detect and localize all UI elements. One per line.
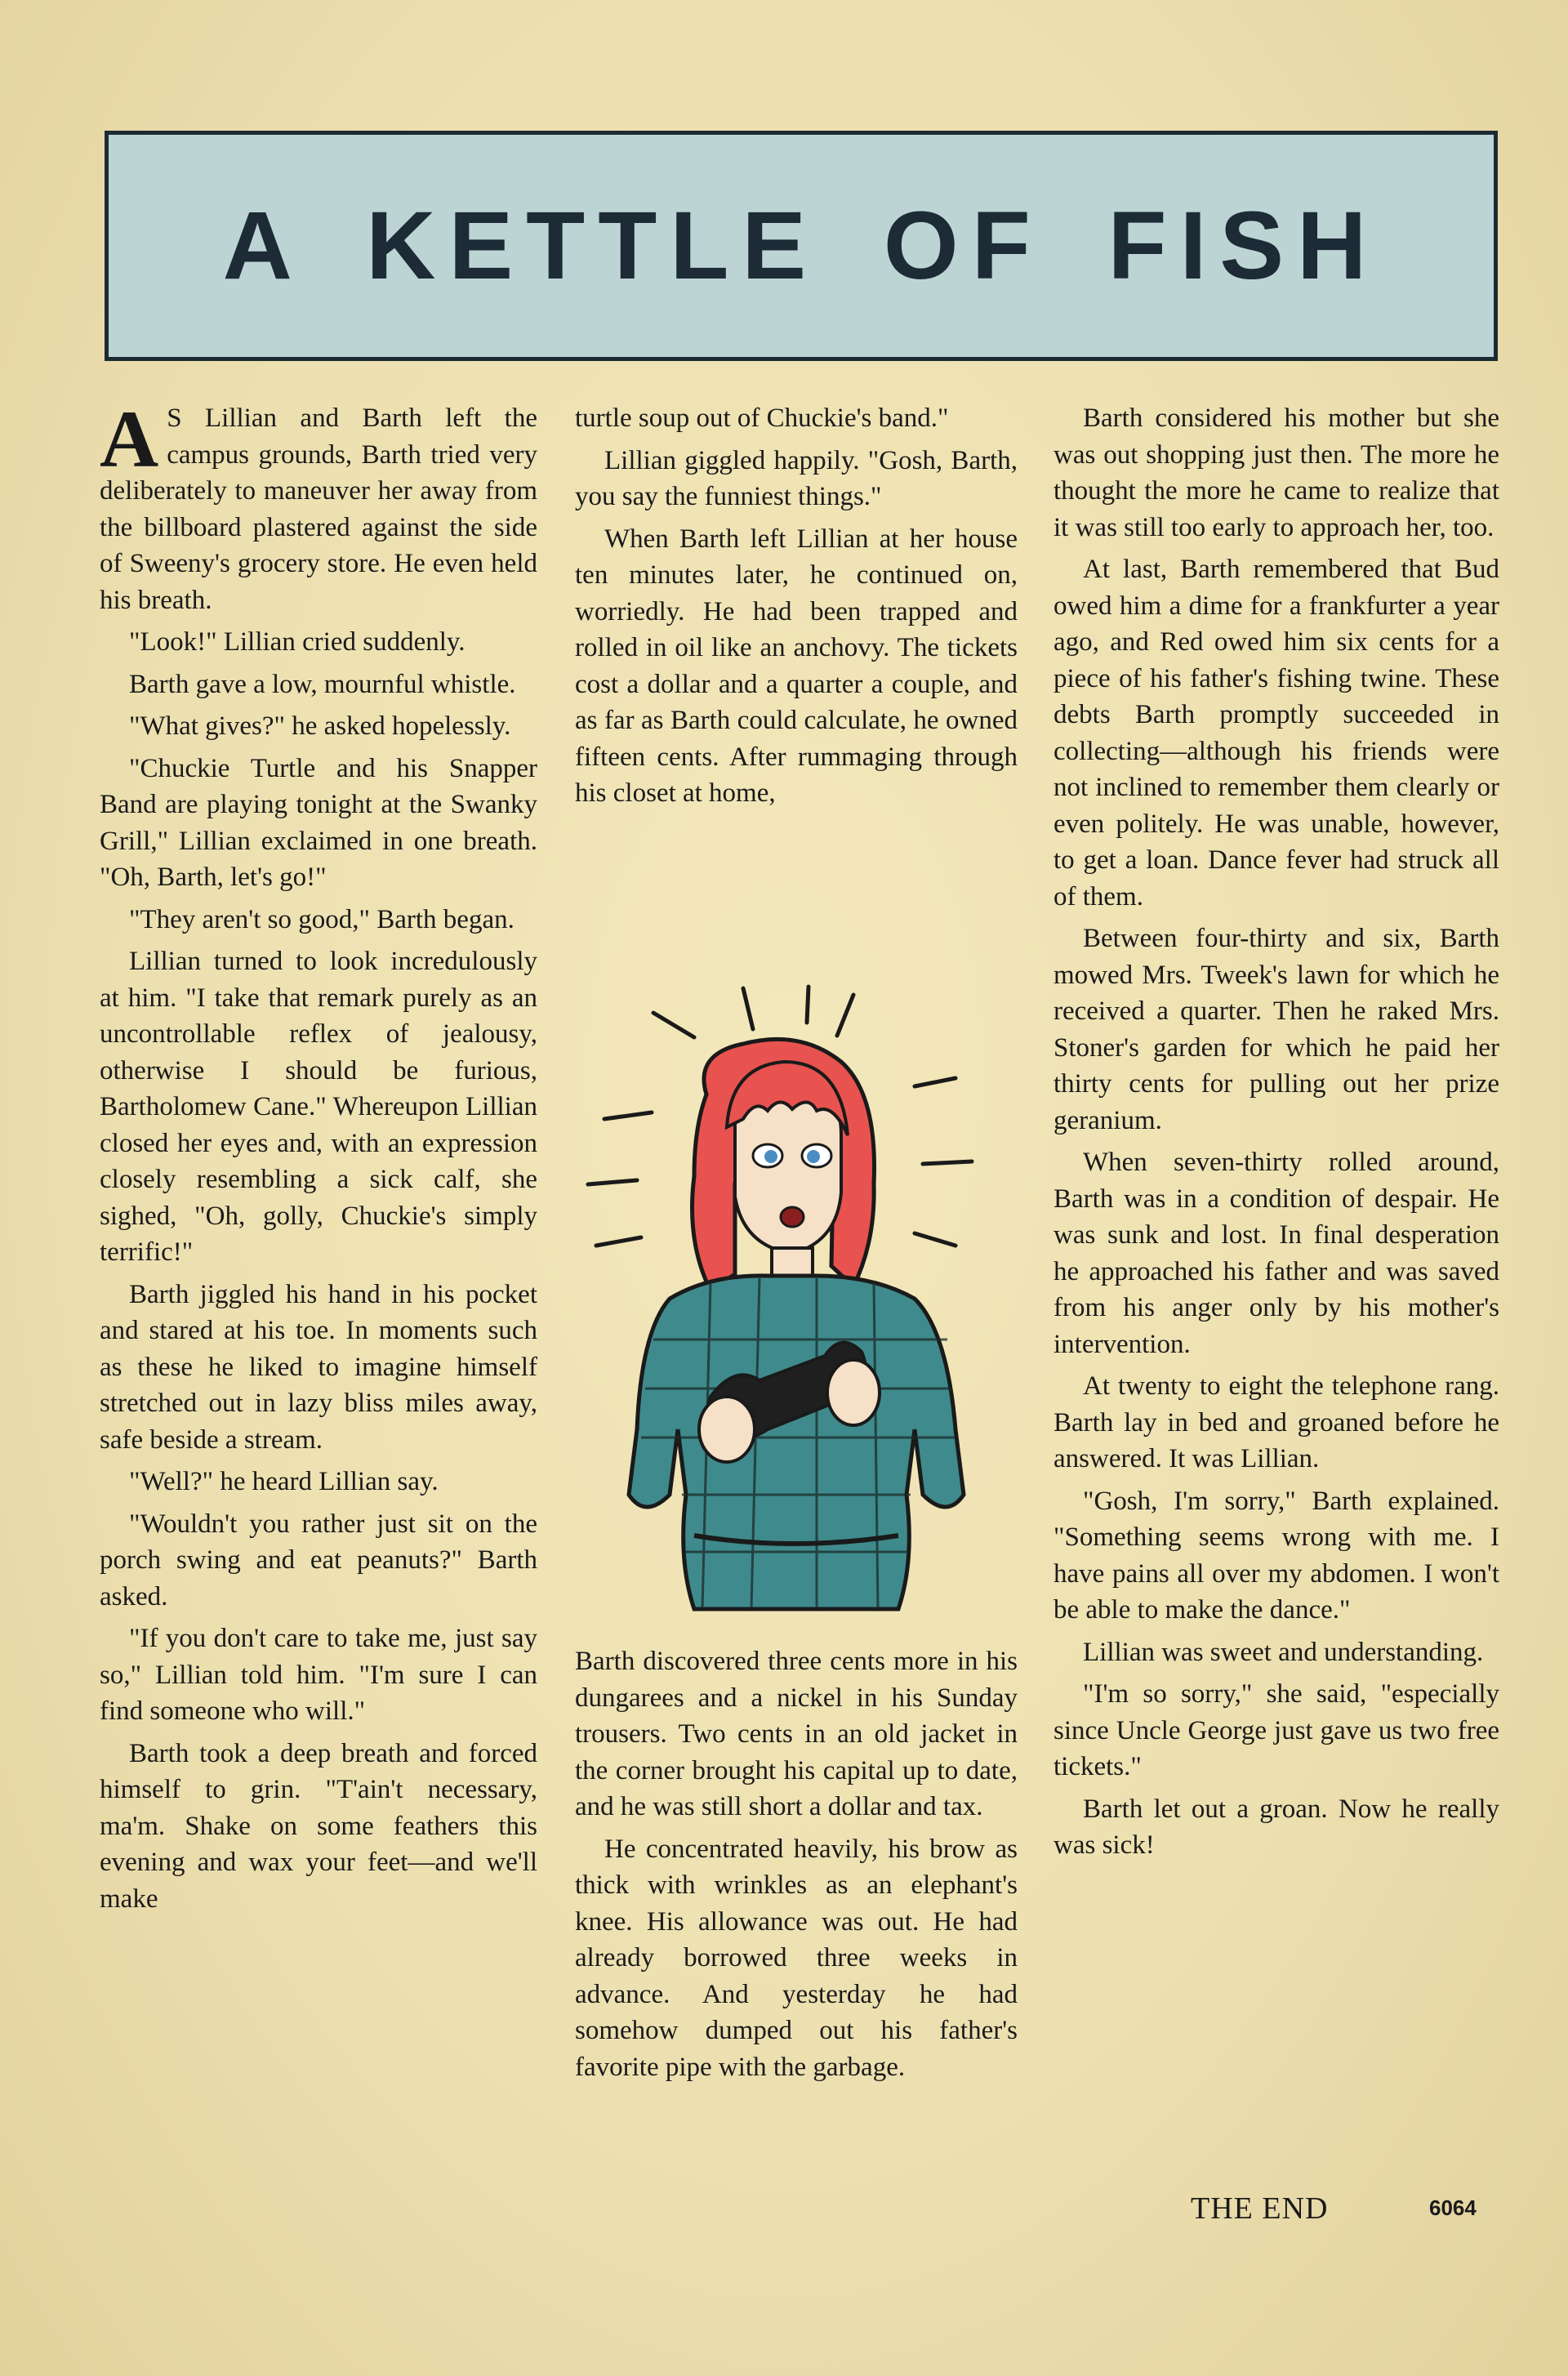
column-2-top [575, 400, 1018, 818]
column-2-bottom [575, 1643, 1018, 2091]
paragraph: Barth let out a groan. Now he really was sick! [1054, 1794, 1499, 1860]
paragraph: "They aren't so good," Barth began. [129, 904, 514, 934]
paragraph: Between four-thirty and six, Barth mowed Mrs. Tweek's lawn for which he received a quarter. Then he raked Mrs. Stoner's garden for which he paid her thirty cents for pulling out her prize geranium. [1054, 924, 1499, 1135]
paragraph: He concentrated heavily, his brow as thick with wrinkles as an elephant's knee. His allowance was out. He had already borrowed three weeks in advance. And yesterday he had somehow dumped out his father's favorite pipe with the garbage. [575, 1834, 1018, 2082]
face [735, 1090, 841, 1254]
paragraph: Lillian was sweet and understanding. [1083, 1637, 1484, 1667]
paragraph: Lillian turned to look incredulously at him. "I take that remark purely as an uncontrollable reflex of jealousy, otherwise I should be furious, Bartholomew Cane." Whereupon Lillian closed her eyes and, with an expression closely resembling a sick calf, she sighed, "Oh, golly, Chuckie's simply terrific!" [100, 947, 537, 1267]
story-title: A KETTLE OF FISH [222, 192, 1380, 300]
paragraph: Barth considered his mother but she was out shopping just then. The more he thought the more he came to realize that it was still too early to approach her, too. [1054, 403, 1499, 542]
paragraph: "Chuckie Turtle and his Snapper Band are playing tonight at the Swanky Grill," Lillian exclaimed in one breath. "Oh, Barth, let's go!" [100, 753, 537, 892]
paragraph: At twenty to eight the telephone rang. Barth lay in bed and groaned before he answered. It was Lillian. [1054, 1371, 1499, 1473]
paragraph: "Well?" he heard Lillian say. [129, 1467, 439, 1496]
paragraph: At last, Barth remembered that Bud owed him a dime for a frankfurter a year ago, and Red owed him six cents for a piece of his father's fishing twine. These debts Barth promptly succeeded in collecting—although his friends were not inclined to remember them clearly or even politely. He was unable, however, to get a loan. Dance fever had struck all of them. [1054, 555, 1499, 912]
the-end-label: THE END [1191, 2191, 1329, 2226]
left-iris [764, 1150, 777, 1163]
paragraph: Barth discovered three cents more in his dungarees and a nickel in his Sunday trousers. Two cents in an old jacket in the corner brought his capital up to date, and he was still short a dollar and tax. [575, 1647, 1018, 1821]
paragraph: A S Lillian and Barth left the campus grounds, Barth tried very deliberately to maneuver her away from the billboard plastered against the side of Sweeny's grocery store. He even held his breath. [100, 394, 537, 615]
paragraph: Lillian giggled happily. "Gosh, Barth, you say the funniest things." [575, 445, 1018, 511]
page-number: 6064 [1429, 2195, 1477, 2220]
drop-cap: A [100, 394, 159, 484]
paragraph: turtle soup out of Chuckie's band." [575, 403, 949, 433]
paragraph: "Wouldn't you rather just sit on the porch swing and eat peanuts?" Barth asked. [100, 1509, 537, 1611]
paragraph: "Look!" Lillian cried suddenly. [129, 627, 466, 657]
right-iris [807, 1150, 820, 1163]
open-mouth [781, 1207, 804, 1227]
paragraph: When Barth left Lillian at her house ten minutes later, he continued on, worriedly. He had been trapped and rolled in oil like an anchovy. The tickets cost a dollar and a quarter a couple, and as far as Barth could calculate, he owned fifteen cents. After rummaging through his closet at home, [575, 524, 1018, 808]
title-banner [105, 131, 1498, 361]
paragraph: "If you don't care to take me, just say so," Lillian told him. "I'm sure I can find someone who will." [100, 1624, 537, 1726]
right-hand [827, 1360, 880, 1425]
left-hand [699, 1397, 755, 1462]
paragraph: When seven-thirty rolled around, Barth was in a condition of despair. He was sunk and lost. In final desperation he approached his father and was saved from his anger only by his mother's intervention. [1054, 1148, 1499, 1359]
column-3 [1054, 400, 1499, 1870]
paragraph: Barth jiggled his hand in his pocket and stared at his toe. In moments such as these he liked to imagine himself stretched out in lazy bliss miles away, safe beside a stream. [100, 1279, 537, 1455]
paragraph: "Gosh, I'm sorry," Barth explained. "Something seems wrong with me. I have pains all over my abdomen. I won't be able to make the dance." [1054, 1486, 1499, 1625]
column-1 [100, 394, 537, 1923]
paragraph: Barth took a deep breath and forced himself to grin. "T'ain't necessary, ma'm. Shake on some feathers this evening and wax your feet—and we'll make [100, 1738, 537, 1914]
paragraph: "What gives?" he asked hopelessly. [129, 711, 511, 741]
dress [629, 1276, 964, 1609]
paragraph: Barth gave a low, mournful whistle. [129, 669, 516, 699]
girl-on-telephone-illustration [572, 972, 1013, 1617]
paragraph: "I'm so sorry," she said, "especially since Uncle George just gave us two free tickets." [1054, 1679, 1499, 1781]
